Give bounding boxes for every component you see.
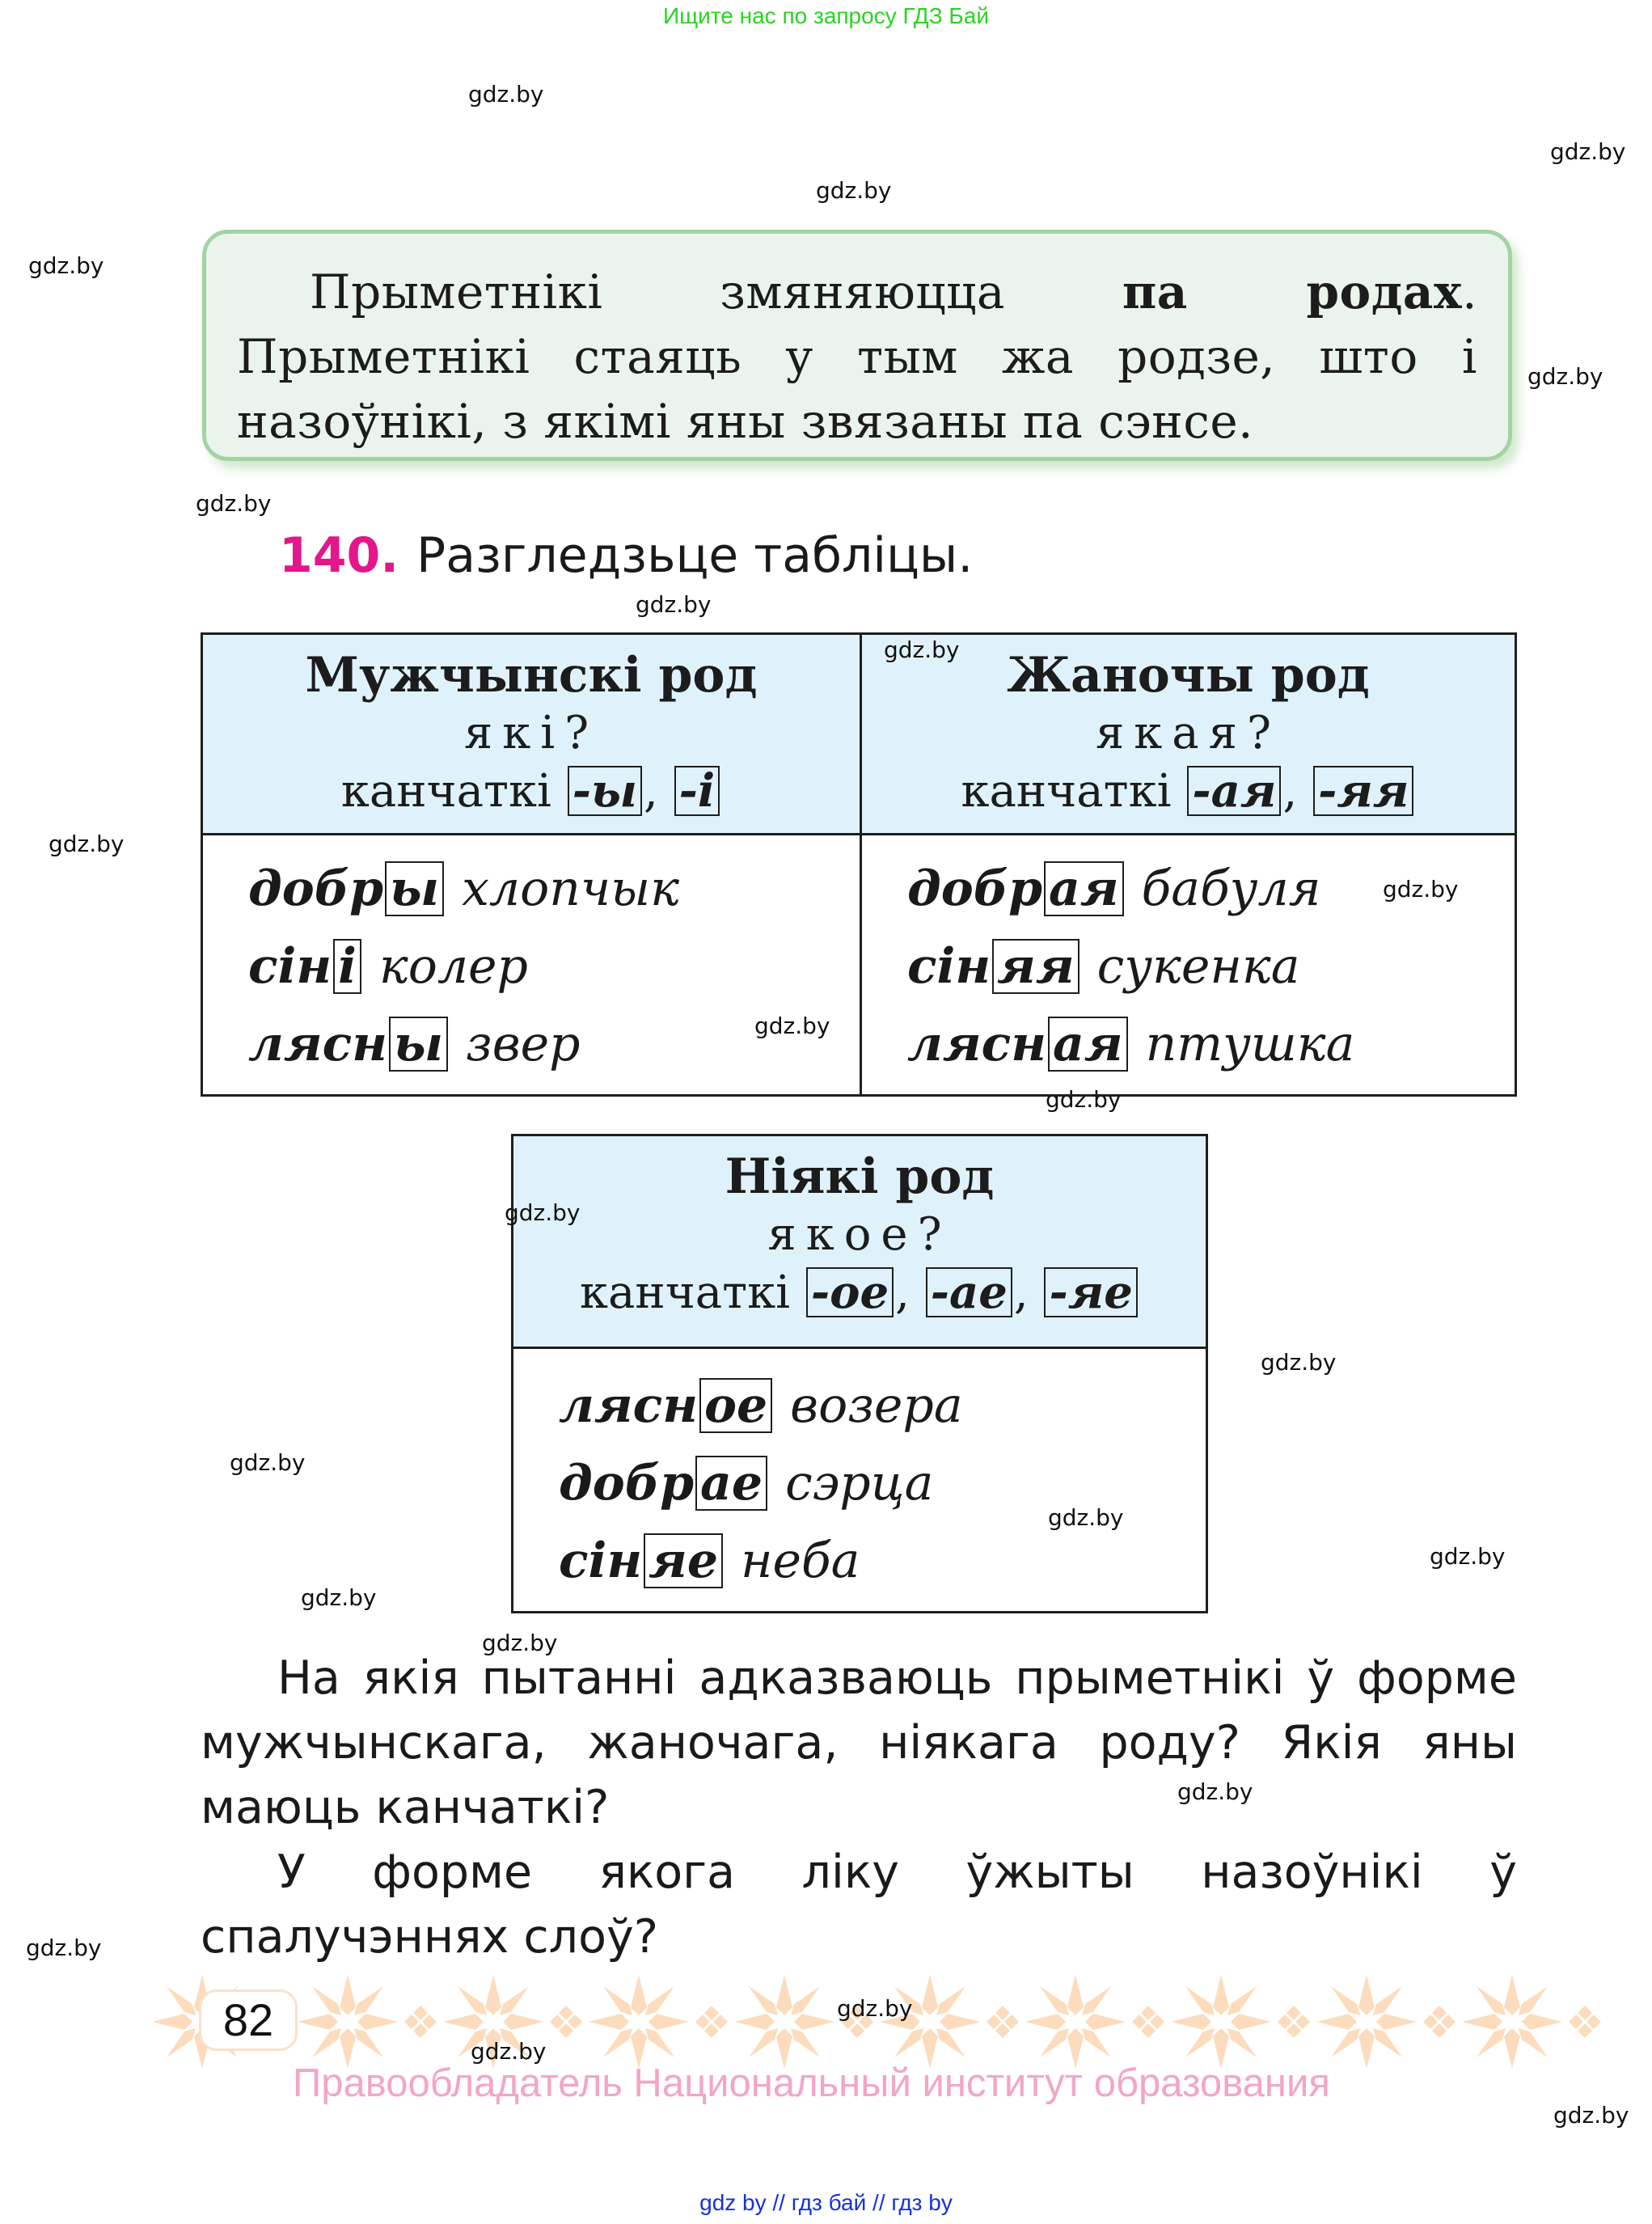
masculine-header: [202, 634, 861, 835]
watermark: gdz.by: [1553, 2102, 1629, 2129]
example-row: добр ая бабуля: [907, 860, 1321, 917]
ending-box: ы: [385, 861, 444, 916]
rule-box: [202, 230, 1512, 461]
ending-box: яя: [992, 939, 1080, 994]
neuter-examples: [513, 1348, 1207, 1613]
watermark: gdz.by: [1261, 1349, 1337, 1376]
feminine-header: [861, 634, 1516, 835]
exercise-header: [279, 527, 973, 584]
exercise-number: 140.: [279, 527, 399, 584]
example-row: добр ае сэрца: [559, 1455, 934, 1512]
ending-box: -ая: [1187, 766, 1281, 816]
question-2: У форме якога ліку ўжыты назоўнікі ў спалучэннях слоў?: [201, 1846, 1517, 1964]
watermark: gdz.by: [816, 177, 892, 204]
example-row: лясн ы звер: [248, 1016, 581, 1072]
watermark: gdz.by: [471, 2038, 547, 2065]
watermark: gdz.by: [28, 252, 104, 279]
ending-box: -яя: [1313, 766, 1413, 816]
copyright-notice: Правообладатель Национальный институт образования: [293, 2061, 1330, 2105]
watermark: gdz.by: [1046, 1086, 1122, 1113]
watermark: gdz.by: [1048, 1504, 1124, 1531]
masculine-title: Мужчынскі род: [305, 647, 758, 704]
watermark: gdz.by: [196, 490, 272, 517]
neuter-header: [513, 1135, 1207, 1348]
folk-ornament-icon: [154, 1973, 1633, 2070]
ending-box: -ае: [926, 1267, 1012, 1317]
watermark: gdz.by: [1383, 876, 1459, 903]
gender-table-neuter: [511, 1134, 1208, 1613]
ending-box: -ое: [806, 1267, 894, 1317]
feminine-title: Жаночы род: [1007, 647, 1370, 704]
example-row: лясн ое возера: [559, 1377, 963, 1434]
ending-box: яе: [644, 1533, 723, 1588]
gender-table-masc-fem: [201, 632, 1517, 1097]
watermark: gdz.by: [754, 1013, 830, 1039]
watermark: gdz.by: [505, 1199, 581, 1226]
top-banner: Ищите нас по запросу ГДЗ Бай: [662, 3, 990, 28]
watermark: gdz.by: [636, 591, 712, 618]
ending-box: -і: [674, 766, 720, 816]
feminine-examples: [861, 835, 1516, 1096]
masculine-question: які?: [463, 707, 599, 759]
rule-text: Прыметнікі змяняюцца па родах. Прыметнікі стаяць у тым жа родзе, што і назоўнікі, з якімі яны звязаны па сэнсе.: [237, 264, 1477, 449]
example-row: сін і колер: [248, 938, 528, 995]
watermark: gdz.by: [884, 636, 960, 663]
ending-box: ае: [695, 1456, 767, 1511]
neuter-endings: канчаткі -ое , -ае , -яе: [513, 1264, 1206, 1334]
example-row: сін яе неба: [559, 1533, 860, 1589]
ending-box: -яе: [1044, 1267, 1137, 1317]
watermark: gdz.by: [1430, 1543, 1506, 1570]
watermark: gdz.by: [1527, 363, 1603, 390]
ending-box: ы: [389, 1017, 448, 1072]
ending-box: ая: [1048, 1017, 1128, 1072]
masculine-examples: [202, 835, 861, 1096]
watermark: gdz.by: [482, 1630, 558, 1656]
neuter-title: Ніякі род: [725, 1148, 995, 1205]
feminine-endings: канчаткі -ая , -яя: [862, 763, 1515, 832]
watermark: gdz.by: [468, 81, 544, 108]
masculine-endings: канчаткі -ы , -і: [203, 763, 860, 832]
ending-box: ое: [699, 1378, 772, 1433]
exercise-title: Разгледзьце табліцы.: [416, 527, 974, 584]
page-number: 82: [199, 1989, 298, 2051]
question-1: На якія пытанні адказваюць прыметнікі ў форме мужчынскага, жаночага, ніякага роду? Якія яны маюць канчаткі?: [201, 1651, 1517, 1834]
example-row: лясн ая птушка: [907, 1016, 1355, 1072]
watermark: gdz.by: [26, 1934, 102, 1961]
watermark: gdz.by: [230, 1449, 306, 1476]
feminine-question: якая?: [1095, 707, 1282, 759]
rule-emphasis: па родах: [1122, 264, 1463, 319]
watermark: gdz.by: [1177, 1778, 1253, 1805]
ending-box: -ы: [568, 766, 642, 816]
watermark: gdz.by: [837, 1995, 913, 2022]
example-row: добр ы хлопчык: [248, 860, 679, 917]
watermark: gdz.by: [301, 1584, 377, 1611]
ending-box: і: [333, 939, 361, 994]
bottom-links[interactable]: gdz by // гдз бай // гдз by: [699, 2190, 953, 2215]
example-row: сін яя сукенка: [907, 938, 1300, 995]
watermark: gdz.by: [49, 831, 125, 857]
ending-box: ая: [1044, 861, 1124, 916]
neuter-question: якое?: [767, 1208, 952, 1261]
watermark: gdz.by: [1550, 138, 1626, 165]
